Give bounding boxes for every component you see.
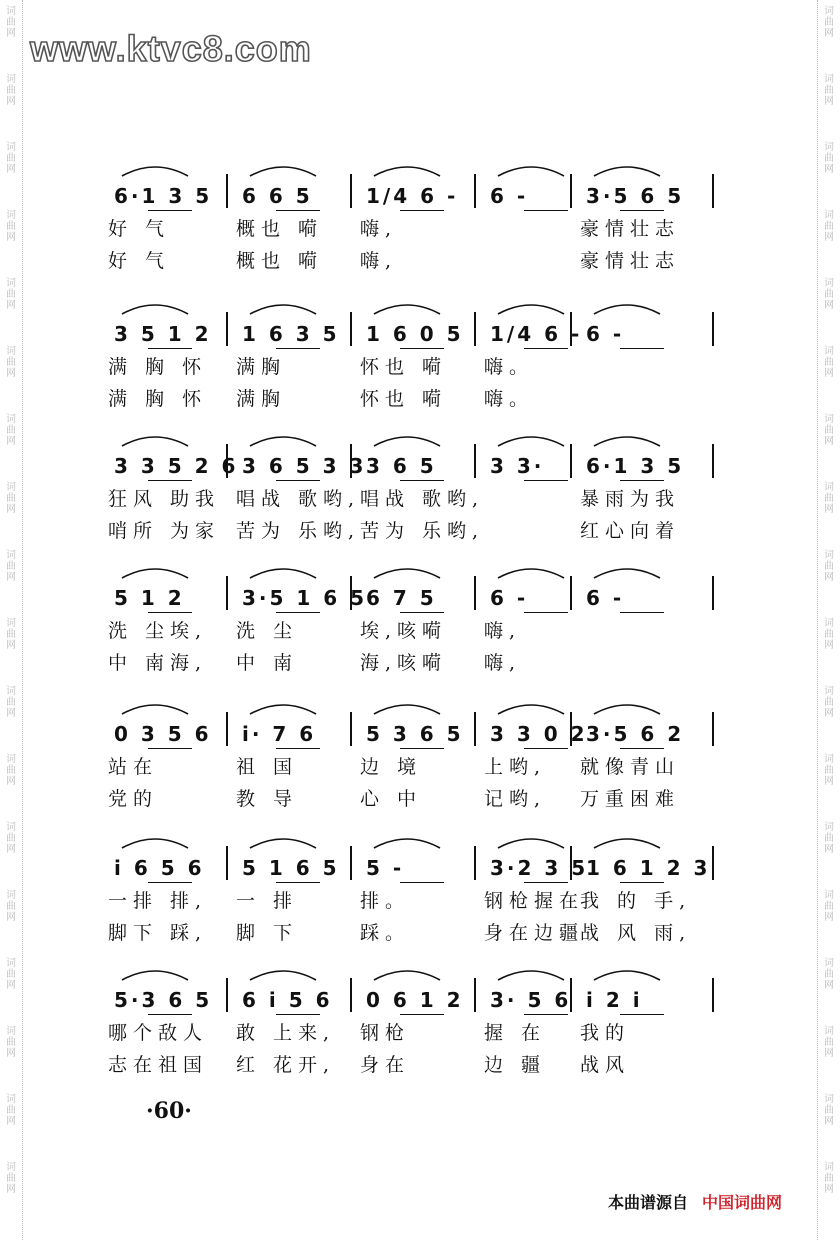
slur-marks: [108, 558, 712, 582]
rhythm-underline: [620, 1014, 664, 1015]
lyric-segment: 红 花开,: [236, 1054, 336, 1076]
slur: [374, 971, 440, 980]
measure-notes: 1 6 3 5: [242, 322, 340, 346]
measure-notes: 1/4 6 -: [366, 184, 459, 208]
bar-line: [350, 576, 352, 610]
measure-notes: 5·3 6 5: [114, 988, 213, 1012]
rhythm-underline: [620, 748, 664, 749]
edge-watermark-text: 词 曲 网: [824, 686, 834, 719]
bar-line: [474, 712, 476, 746]
measure-notes: 6 -: [586, 586, 625, 610]
edge-watermark-text: 词 曲 网: [6, 210, 16, 243]
rhythm-underline: [276, 882, 320, 883]
bar-line: [350, 312, 352, 346]
bar-line: [226, 978, 228, 1012]
slur: [250, 569, 316, 578]
edge-watermark-text: 词 曲 网: [6, 1026, 16, 1059]
edge-watermark-text: 词 曲 网: [6, 550, 16, 583]
notation-line: [108, 708, 712, 752]
lyric-segment: 握 在: [484, 1022, 547, 1044]
lyric-segment: 嗨。: [484, 388, 535, 410]
slur: [122, 167, 188, 176]
score-system: [108, 842, 712, 950]
bar-line: [712, 444, 714, 478]
notation-line: [108, 440, 712, 484]
measure-notes: 1/4 6 -: [490, 322, 583, 346]
slur-marks: [108, 960, 712, 984]
slur: [250, 839, 316, 848]
rhythm-underline: [400, 1014, 444, 1015]
lyric-segment: 哨所 为家: [108, 520, 221, 542]
lyric-segment: 祖 国: [236, 756, 299, 778]
lyric-segment: 战风: [580, 1054, 631, 1076]
slur: [250, 167, 316, 176]
rhythm-underline: [276, 348, 320, 349]
rhythm-underline: [524, 210, 568, 211]
notation-line: [108, 842, 712, 886]
bar-line: [570, 712, 572, 746]
lyric-segment: 脚 下: [236, 922, 299, 944]
lyric-segment: 洗 尘: [236, 620, 299, 642]
credit-source-label: 本曲谱源自: [608, 1193, 689, 1212]
credit: [608, 1190, 782, 1213]
measure-notes: 5 3 6 5: [366, 722, 464, 746]
notation-line: [108, 170, 712, 214]
lyric-segment: 豪情壮志: [580, 250, 681, 272]
lyric-segment: 我的: [580, 1022, 631, 1044]
rhythm-underline: [148, 348, 192, 349]
rhythm-underline: [620, 480, 664, 481]
edge-watermark-text: 词 曲 网: [824, 74, 834, 107]
bar-line: [226, 712, 228, 746]
lyric-segment: 嗨,: [484, 652, 522, 674]
lyric-segment: 苦为 乐哟,: [236, 520, 361, 542]
lyric-segment: 哪个敌人: [108, 1022, 209, 1044]
rhythm-underline: [620, 882, 664, 883]
measure-notes: 3·5 6 2: [586, 722, 685, 746]
bar-line: [350, 444, 352, 478]
lyric-segment: 记哟,: [484, 788, 547, 810]
slur: [374, 705, 440, 714]
lyric-segment: 边 境: [360, 756, 423, 778]
lyric-segment: 万重困难: [580, 788, 681, 810]
edge-watermark-text: 词 曲 网: [824, 822, 834, 855]
slur-marks: [108, 694, 712, 718]
measure-notes: 3 3 0 2: [490, 722, 588, 746]
slur: [594, 569, 660, 578]
rhythm-underline: [524, 348, 568, 349]
lyric-segment: 嗨,: [360, 250, 398, 272]
page-number: ·60·: [146, 1098, 192, 1124]
bar-line: [570, 174, 572, 208]
lyric-segment: 钢枪: [360, 1022, 411, 1044]
edge-watermark-text: 词 曲 网: [6, 1094, 16, 1127]
notation-line: [108, 308, 712, 352]
score-system: [108, 170, 712, 278]
bar-line: [226, 444, 228, 478]
edge-watermark-text: 词 曲 网: [6, 958, 16, 991]
measure-notes: 6 7 5: [366, 586, 437, 610]
rhythm-underline: [400, 210, 444, 211]
bar-line: [350, 846, 352, 880]
edge-watermark-text: 词 曲 网: [824, 1026, 834, 1059]
score-system: [108, 308, 712, 416]
lyric-segment: 红心向着: [580, 520, 681, 542]
slur: [594, 437, 660, 446]
measure-notes: 3 3·: [490, 454, 545, 478]
slur: [498, 839, 564, 848]
lyric-segment: 嗨,: [360, 218, 398, 240]
edge-watermark-text: 词 曲 网: [824, 6, 834, 39]
lyric-segment: 满 胸 怀: [108, 356, 208, 378]
bar-line: [712, 712, 714, 746]
lyric-segment: 志在祖国: [108, 1054, 209, 1076]
rhythm-underline: [400, 612, 444, 613]
edge-watermark-text: 词 曲 网: [6, 686, 16, 719]
slur: [374, 569, 440, 578]
slur: [122, 839, 188, 848]
lyric-segment: 教 导: [236, 788, 299, 810]
lyric-segment: 怀也 嗬: [360, 388, 448, 410]
slur: [122, 971, 188, 980]
slur: [122, 569, 188, 578]
bar-line: [226, 846, 228, 880]
rhythm-underline: [276, 210, 320, 211]
slur-marks: [108, 426, 712, 450]
lyric-segment: 踩。: [360, 922, 411, 944]
measure-notes: 1 6 0 5: [366, 322, 464, 346]
lyric-segment: 满胸: [236, 356, 287, 378]
lyric-segment: 唱战 歌哟,: [360, 488, 485, 510]
measure-notes: 5 1 2: [114, 586, 185, 610]
left-margin-strip: [0, 0, 23, 1240]
lyric-line-verse-2: [108, 1050, 712, 1082]
slur: [594, 705, 660, 714]
score-system: [108, 974, 712, 1082]
lyric-segment: 概也 嗬: [236, 218, 324, 240]
measure-notes: 6 -: [490, 586, 529, 610]
rhythm-underline: [276, 1014, 320, 1015]
lyric-segment: 满 胸 怀: [108, 388, 208, 410]
measure-notes: 6·1 3 5: [586, 454, 685, 478]
edge-watermark-text: 词 曲 网: [6, 414, 16, 447]
slur: [498, 305, 564, 314]
measure-notes: 3 5 1 2: [114, 322, 212, 346]
lyric-segment: 身在: [360, 1054, 411, 1076]
rhythm-underline: [620, 612, 664, 613]
slur-marks: [108, 828, 712, 852]
notation-line: [108, 572, 712, 616]
rhythm-underline: [276, 612, 320, 613]
lyric-line-verse-2: [108, 918, 712, 950]
score-system: [108, 572, 712, 680]
bar-line: [350, 712, 352, 746]
slur: [122, 705, 188, 714]
measure-notes: 6 -: [490, 184, 529, 208]
lyric-line-verse-2: [108, 384, 712, 416]
lyric-segment: 就像青山: [580, 756, 681, 778]
edge-watermark-text: 词 曲 网: [6, 754, 16, 787]
slur: [250, 705, 316, 714]
lyric-segment: 好 气: [108, 250, 171, 272]
rhythm-underline: [620, 210, 664, 211]
rhythm-underline: [276, 748, 320, 749]
bar-line: [712, 978, 714, 1012]
lyric-segment: 心 中: [360, 788, 423, 810]
edge-watermark-text: 词 曲 网: [6, 278, 16, 311]
rhythm-underline: [524, 612, 568, 613]
measure-notes: 3·5 6 5: [586, 184, 685, 208]
edge-watermark-text: 词 曲 网: [6, 74, 16, 107]
slur: [498, 437, 564, 446]
rhythm-underline: [276, 480, 320, 481]
rhythm-underline: [148, 210, 192, 211]
slur: [594, 167, 660, 176]
rhythm-underline: [148, 612, 192, 613]
lyric-segment: 敢 上来,: [236, 1022, 336, 1044]
measure-notes: 1 6 1 2 3: [586, 856, 711, 880]
slur: [498, 971, 564, 980]
slur: [250, 971, 316, 980]
notation-line: [108, 974, 712, 1018]
lyric-segment: 中 南: [236, 652, 299, 674]
edge-watermark-text: 词 曲 网: [824, 142, 834, 175]
slur-marks: [108, 156, 712, 180]
lyric-line-verse-1: [108, 352, 712, 384]
measure-notes: 3 6 5 3 3: [242, 454, 367, 478]
lyric-segment: 苦为 乐哟,: [360, 520, 485, 542]
lyric-segment: 埃,咳嗬: [360, 620, 448, 642]
bar-line: [350, 978, 352, 1012]
edge-watermark-text: 词 曲 网: [6, 890, 16, 923]
measure-notes: 3·2 3 5: [490, 856, 589, 880]
bar-line: [226, 576, 228, 610]
bar-line: [226, 174, 228, 208]
lyric-segment: 我 的 手,: [580, 890, 692, 912]
rhythm-underline: [400, 882, 444, 883]
slur: [250, 437, 316, 446]
measure-notes: i· 7 6: [242, 722, 317, 746]
bar-line: [570, 312, 572, 346]
lyric-segment: 唱战 歌哟,: [236, 488, 361, 510]
rhythm-underline: [400, 480, 444, 481]
lyric-segment: 钢枪握在: [484, 890, 585, 912]
lyric-segment: 暴雨为我: [580, 488, 681, 510]
slur: [374, 839, 440, 848]
rhythm-underline: [524, 1014, 568, 1015]
lyric-segment: 嗨。: [484, 356, 535, 378]
bar-line: [474, 444, 476, 478]
slur-marks: [108, 294, 712, 318]
edge-watermark-text: 词 曲 网: [6, 142, 16, 175]
edge-watermark-text: 词 曲 网: [824, 482, 834, 515]
bar-line: [350, 174, 352, 208]
lyric-segment: 好 气: [108, 218, 171, 240]
lyric-line-verse-1: [108, 214, 712, 246]
edge-watermark-text: 词 曲 网: [824, 1162, 834, 1195]
slur: [594, 839, 660, 848]
measure-notes: 0 3 5 6: [114, 722, 212, 746]
edge-watermark-text: 词 曲 网: [6, 346, 16, 379]
slur: [498, 569, 564, 578]
lyric-segment: 嗨,: [484, 620, 522, 642]
measure-notes: 6·1 3 5: [114, 184, 213, 208]
lyric-segment: 一 排: [236, 890, 299, 912]
watermark: www.ktvc8.com: [30, 28, 312, 69]
slur: [374, 167, 440, 176]
lyric-segment: 概也 嗬: [236, 250, 324, 272]
lyric-line-verse-2: [108, 648, 712, 680]
rhythm-underline: [524, 480, 568, 481]
bar-line: [712, 846, 714, 880]
rhythm-underline: [148, 882, 192, 883]
slur: [374, 305, 440, 314]
lyric-segment: 豪情壮志: [580, 218, 681, 240]
score-system: [108, 708, 712, 816]
lyric-line-verse-2: [108, 246, 712, 278]
edge-watermark-text: 词 曲 网: [6, 6, 16, 39]
bar-line: [226, 312, 228, 346]
slur: [122, 305, 188, 314]
lyric-segment: 战 风 雨,: [580, 922, 692, 944]
measure-notes: 3·5 1 6 5: [242, 586, 368, 610]
lyric-segment: 上哟,: [484, 756, 547, 778]
rhythm-underline: [148, 480, 192, 481]
bar-line: [712, 576, 714, 610]
measure-notes: 6 6 5: [242, 184, 313, 208]
lyric-segment: 党的: [108, 788, 159, 810]
measure-notes: 3· 5 6: [490, 988, 572, 1012]
lyric-segment: 排。: [360, 890, 411, 912]
lyric-segment: 身在边疆: [484, 922, 585, 944]
slur: [594, 971, 660, 980]
lyric-line-verse-1: [108, 1018, 712, 1050]
measure-notes: 6 i 5 6: [242, 988, 333, 1012]
measure-notes: i 6 5 6: [114, 856, 205, 880]
credit-site-name: 中国词曲网: [702, 1193, 783, 1212]
slur: [594, 305, 660, 314]
bar-line: [570, 576, 572, 610]
measure-notes: 3 3 5 2 6: [114, 454, 239, 478]
rhythm-underline: [148, 1014, 192, 1015]
bar-line: [712, 174, 714, 208]
bar-line: [474, 174, 476, 208]
bar-line: [712, 312, 714, 346]
slur: [498, 167, 564, 176]
edge-watermark-text: 词 曲 网: [6, 1162, 16, 1195]
lyric-line-verse-2: [108, 784, 712, 816]
bar-line: [474, 576, 476, 610]
bar-line: [474, 978, 476, 1012]
edge-watermark-text: 词 曲 网: [824, 890, 834, 923]
measure-notes: 5 -: [366, 856, 405, 880]
lyric-segment: 洗 尘埃,: [108, 620, 208, 642]
lyric-segment: 怀也 嗬: [360, 356, 448, 378]
lyric-line-verse-1: [108, 752, 712, 784]
bar-line: [570, 444, 572, 478]
measure-notes: 5 1 6 5: [242, 856, 340, 880]
bar-line: [570, 846, 572, 880]
edge-watermark-text: 词 曲 网: [824, 346, 834, 379]
lyric-segment: 一排 排,: [108, 890, 208, 912]
edge-watermark-text: 词 曲 网: [6, 822, 16, 855]
slur: [498, 705, 564, 714]
score-system: [108, 440, 712, 548]
rhythm-underline: [400, 348, 444, 349]
right-margin-strip: [817, 0, 840, 1240]
rhythm-underline: [524, 748, 568, 749]
edge-watermark-text: 词 曲 网: [6, 618, 16, 651]
measure-notes: i 2 i: [586, 988, 643, 1012]
edge-watermark-text: 词 曲 网: [824, 550, 834, 583]
lyric-segment: 站在: [108, 756, 159, 778]
lyric-line-verse-1: [108, 616, 712, 648]
bar-line: [474, 846, 476, 880]
lyric-segment: 边 疆: [484, 1054, 547, 1076]
edge-watermark-text: 词 曲 网: [824, 958, 834, 991]
rhythm-underline: [400, 748, 444, 749]
lyric-segment: 中 南海,: [108, 652, 208, 674]
slur: [374, 437, 440, 446]
measure-notes: 3 6 5: [366, 454, 437, 478]
slur: [122, 437, 188, 446]
measure-notes: 0 6 1 2: [366, 988, 464, 1012]
lyric-segment: 海,咳嗬: [360, 652, 448, 674]
edge-watermark-text: 词 曲 网: [6, 482, 16, 515]
edge-watermark-text: 词 曲 网: [824, 414, 834, 447]
lyric-line-verse-1: [108, 886, 712, 918]
lyric-line-verse-1: [108, 484, 712, 516]
edge-watermark-text: 词 曲 网: [824, 1094, 834, 1127]
slur: [250, 305, 316, 314]
measure-notes: 6 -: [586, 322, 625, 346]
rhythm-underline: [620, 348, 664, 349]
edge-watermark-text: 词 曲 网: [824, 278, 834, 311]
lyric-segment: 满胸: [236, 388, 287, 410]
bar-line: [474, 312, 476, 346]
edge-watermark-text: 词 曲 网: [824, 618, 834, 651]
bar-line: [570, 978, 572, 1012]
edge-watermark-text: 词 曲 网: [824, 754, 834, 787]
rhythm-underline: [148, 748, 192, 749]
lyric-line-verse-2: [108, 516, 712, 548]
edge-watermark-text: 词 曲 网: [824, 210, 834, 243]
lyric-segment: 脚下 踩,: [108, 922, 208, 944]
lyric-segment: 狂风 助我: [108, 488, 221, 510]
rhythm-underline: [524, 882, 568, 883]
